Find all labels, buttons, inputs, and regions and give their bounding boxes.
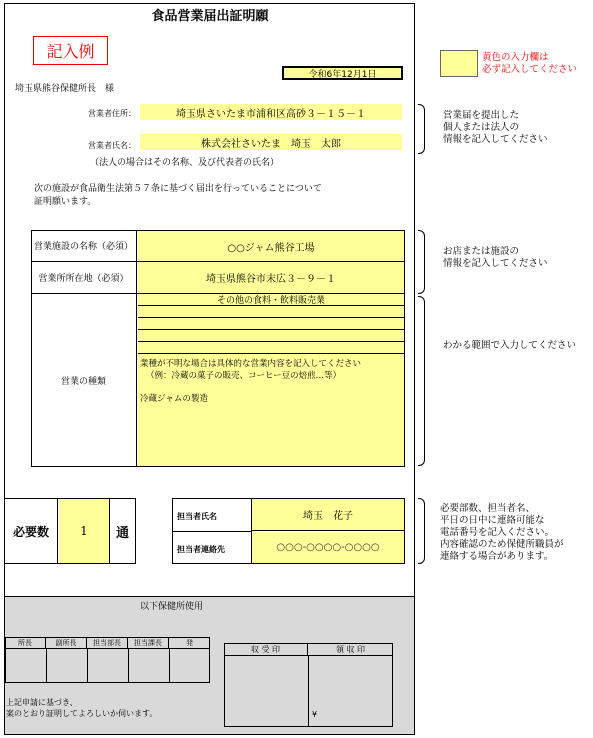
brace-type	[418, 296, 425, 466]
office-footer-line1: 上記申請に基づき、	[6, 698, 78, 707]
business-type-label: 営業の種類	[31, 294, 137, 467]
fee-stamp-label: 領 収 印	[308, 643, 393, 656]
legend-text: 黄色の入力欄は 必ず記入してください	[482, 52, 578, 75]
brace-applicant	[418, 104, 425, 154]
facility-address-label: 営業所所在地（必須）	[31, 262, 137, 293]
facility-name-field[interactable]: ○○ジャム熊谷工場	[138, 231, 404, 261]
receipt-divider	[308, 656, 309, 727]
business-type-value[interactable]: 冷蔵ジャムの製造	[140, 394, 208, 404]
brace-facility	[418, 230, 425, 294]
business-type-row-4[interactable]	[138, 330, 404, 342]
note-contact: 必要部数、担当者名、 平日の日中に連絡可能な 電話番号を記入ください。 内容確認のため保健所職員が 連絡する場合があります。	[440, 503, 564, 562]
stamp-header-issuer: 発	[169, 637, 210, 649]
request-text-line2: 証明願います。	[34, 197, 97, 207]
contact-person-field[interactable]: 埼玉 花子	[251, 499, 404, 531]
applicant-address-field[interactable]: 埼玉県さいたま市浦和区高砂３－１５－１	[140, 104, 402, 120]
facility-address-field[interactable]: 埼玉県熊谷市末広３－９－１	[138, 262, 404, 293]
business-type-note-2: （例：冷蔵の菓子の販売、コーヒー豆の焙煎…等）	[146, 371, 342, 381]
stamp-cell-divider	[169, 649, 170, 683]
page-title: 食品営業届出証明願	[151, 9, 269, 24]
business-type-row-1[interactable]: その他の食料・飲料販売業	[138, 294, 404, 306]
contact-phone-field[interactable]: ○○○-○○○○-○○○○	[251, 532, 404, 563]
legend-swatch	[440, 50, 478, 77]
business-type-row-2[interactable]	[138, 306, 404, 318]
stamp-cell-divider	[87, 649, 88, 683]
copies-field[interactable]: 1	[59, 499, 110, 563]
date-field[interactable]: 令和6年12月1日	[282, 66, 403, 80]
note-type: わかる範囲で入力してください	[443, 340, 577, 351]
receipt-stamp-label: 収 受 印	[224, 643, 308, 656]
note-applicant: 営業届を提出した 個人または法人の 情報を記入してください	[443, 110, 548, 145]
office-use-title: 以下保健所使用	[140, 602, 204, 612]
stamp-header-deputy: 副所長	[46, 637, 87, 649]
example-badge: 記入例	[33, 36, 108, 65]
note-facility: お店または施設の 情報を記入してください	[443, 246, 548, 269]
facility-name-label: 営業施設の名称（必須）	[31, 230, 137, 261]
stamp-header-dept-manager: 担当部長	[87, 637, 128, 649]
stamp-header-section-manager: 担当課長	[128, 637, 169, 649]
business-type-note-1: 業種が不明な場合は具体的な営業内容を記入してください	[140, 359, 362, 369]
contact-phone-label: 担当者連絡先	[177, 545, 225, 554]
stamp-cell-divider	[128, 649, 129, 683]
contact-person-label: 担当者氏名	[177, 512, 217, 521]
business-type-row-5[interactable]	[138, 342, 404, 354]
request-text-line1: 次の施設が食品衛生法第５７条に基づく届出を行っていることについて	[34, 184, 322, 194]
office-footer-line2: 案のとおり証明してよろしいか伺います。	[6, 709, 158, 718]
copies-unit: 通	[115, 525, 129, 541]
applicant-address-label: 営業者住所：	[88, 109, 136, 118]
stamp-cell-divider	[46, 649, 47, 683]
yen-mark: ¥	[312, 710, 318, 719]
contact-divider	[172, 531, 252, 532]
copies-label: 必要数	[5, 499, 58, 563]
applicant-name-label: 営業者氏名：	[88, 141, 136, 150]
addressee: 埼玉県熊谷保健所長 様	[15, 84, 115, 94]
brace-contact	[418, 498, 425, 564]
business-type-row-3[interactable]	[138, 318, 404, 330]
applicant-name-field[interactable]: 株式会社さいたま 埼玉 太郎	[140, 134, 402, 150]
stamp-header-director: 所長	[5, 637, 46, 649]
applicant-name-note: （法人の場合はその名称、及び代表者の氏名）	[90, 158, 280, 168]
